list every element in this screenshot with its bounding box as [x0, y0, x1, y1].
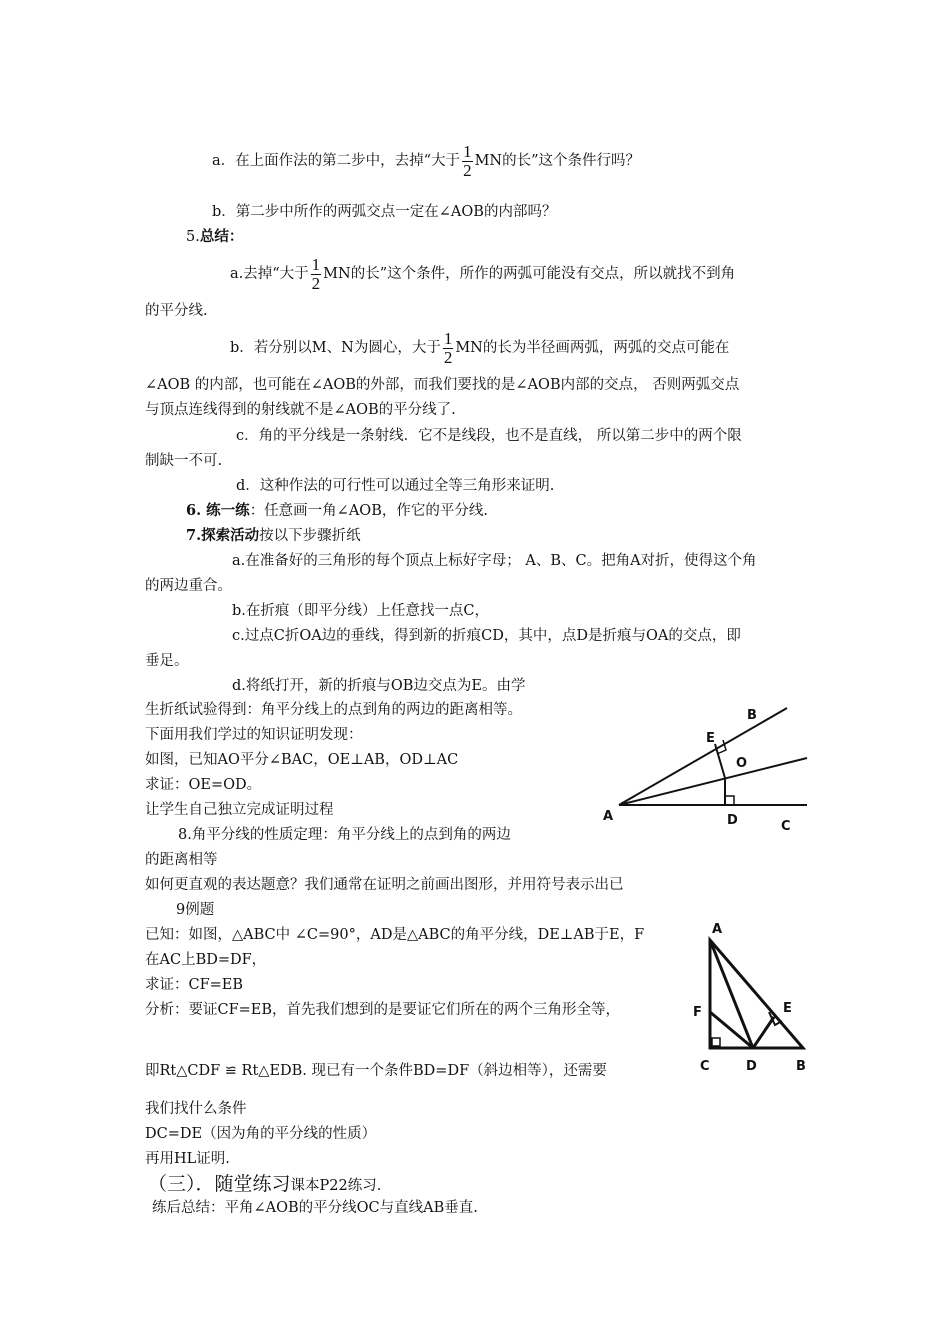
example-conclusion: 再用HL证明.: [145, 1151, 230, 1167]
section-7: 7.探索活动按以下步骤折纸: [186, 527, 361, 544]
ray-ab: [619, 708, 787, 805]
summary-b-line3: 与顶点连线得到的射线就不是∠AOB的平分线了.: [145, 402, 456, 418]
summary-b-line2: ∠AOB 的内部，也可能在∠AOB的外部，而我们要找的是∠AOB内部的交点， 否则两弧交点: [145, 377, 740, 393]
fraction-half: $\frac{1}{2}$: [463, 141, 472, 180]
example-goal: 求证：CF=EB: [145, 977, 244, 993]
theorem-line3: 如何更直观的表达题意？我们通常在证明之前画出图形，并用符号表示出已: [145, 877, 624, 893]
angle-bisector-figure: [595, 700, 815, 840]
section-3-heading: （三）．随堂练习课本P22练习.: [148, 1173, 382, 1195]
triangle-abc: [710, 940, 803, 1048]
summary-c-line1: c．角的平分线是一条射线．它不是线段，也不是直线， 所以第二步中的两个限: [236, 428, 742, 444]
label-a: A: [712, 922, 723, 937]
summary-b-line1: b．若分别以M、N为圆心，大于 $\frac{1}{2}$ MN的长为半径画两弧，两弧的交点可能在: [230, 328, 730, 367]
question-a-prefix: a．在上面作法的第二步中，去掉“大于: [212, 153, 461, 169]
label-b: B: [747, 708, 757, 723]
label-c: C: [700, 1059, 710, 1074]
section-5-heading: 5.总结：: [186, 228, 244, 245]
question-a: [212, 133, 640, 189]
proof-task: 让学生自己独立完成证明过程: [145, 802, 334, 818]
summary-d-line1: d．这种作法的可行性可以通过全等三角形来证明.: [236, 478, 555, 494]
fraction-half: $\frac{1}{2}$: [443, 328, 453, 367]
summary-a-line2: 的平分线.: [145, 303, 208, 319]
fold-step-a2: 的两边重合。: [145, 578, 232, 594]
fold-step-c1: c.过点C折OA边的垂线，得到新的折痕CD，其中，点D是折痕与OA的交点，即: [232, 628, 741, 644]
label-c: C: [781, 819, 791, 834]
segment-oe: [715, 744, 725, 778]
proof-goal: 求证：OE=OD。: [145, 777, 262, 793]
practice-summary: 练后总结：平角∠AOB的平分线OC与直线AB垂直.: [152, 1200, 478, 1216]
fold-step-c2: 垂足。: [145, 653, 189, 669]
example-condition: DC=DE（因为角的平分线的性质）: [145, 1126, 377, 1142]
summary-a-line1: a.去掉“大于 $\frac{1}{2}$ MN的长”这个条件，所作的两弧可能没有交点，所以就找不到角: [230, 254, 736, 293]
section-6: 6. 练一练：任意画一角∠AOB，作它的平分线.: [186, 502, 488, 519]
label-d: D: [727, 813, 738, 828]
right-angle-mark-d: [725, 796, 734, 805]
fold-step-d1: d.将纸打开，新的折痕与OB边交点为E。由学: [232, 678, 526, 694]
theorem-line2: 的距离相等: [145, 852, 218, 868]
theorem-line1: 8.角平分线的性质定理：角平分线上的点到角的两边: [178, 827, 511, 843]
question-b: b．第二步中所作的两弧交点一定在∠AOB的内部吗？: [212, 204, 557, 220]
right-triangle-figure: [685, 915, 815, 1080]
ray-ao: [619, 758, 807, 805]
question-a-suffix: MN的长”这个条件行吗？: [474, 153, 641, 169]
label-b: B: [796, 1059, 806, 1074]
fold-step-a1: a.在准备好的三角形的每个顶点上标好字母； A、B、C。把角A对折，使得这个角: [232, 553, 757, 569]
proof-given: 如图，已知AO平分∠BAC，OE⊥AB，OD⊥AC: [145, 752, 459, 768]
label-e: E: [706, 731, 715, 746]
example-given-1: 已知：如图，△ABC中 ∠C=90°，AD是△ABC的角平分线，DE⊥AB于E，F: [145, 927, 645, 943]
summary-c-line2: 制缺一不可.: [145, 453, 223, 469]
label-o: O: [736, 756, 748, 771]
label-f: F: [693, 1005, 702, 1020]
example-given-2: 在AC上BD=DF，: [145, 952, 267, 968]
example-9-title: 9例题: [176, 902, 215, 918]
fraction-half: $\frac{1}{2}$: [311, 254, 321, 293]
right-angle-mark-c: [712, 1038, 720, 1046]
segment-de: [753, 1017, 774, 1048]
label-e: E: [783, 1001, 792, 1016]
proof-intro: 下面用我们学过的知识证明发现：: [145, 727, 363, 743]
fold-step-d2: 生折纸试验得到：角平分线上的点到角的两边的距离相等。: [145, 702, 522, 718]
example-congruence: 即Rt△CDF ≌ Rt△EDB. 现已有一个条件BD=DF（斜边相等），还需要: [145, 1063, 607, 1079]
label-a: A: [603, 809, 614, 824]
example-question: 我们找什么条件: [145, 1101, 247, 1117]
fold-step-b: b.在折痕（即平分线）上任意找一点C，: [232, 603, 489, 619]
example-analysis: 分析：要证CF=EB，首先我们想到的是要证它们所在的两个三角形全等，: [145, 1002, 621, 1018]
label-d: D: [746, 1059, 757, 1074]
